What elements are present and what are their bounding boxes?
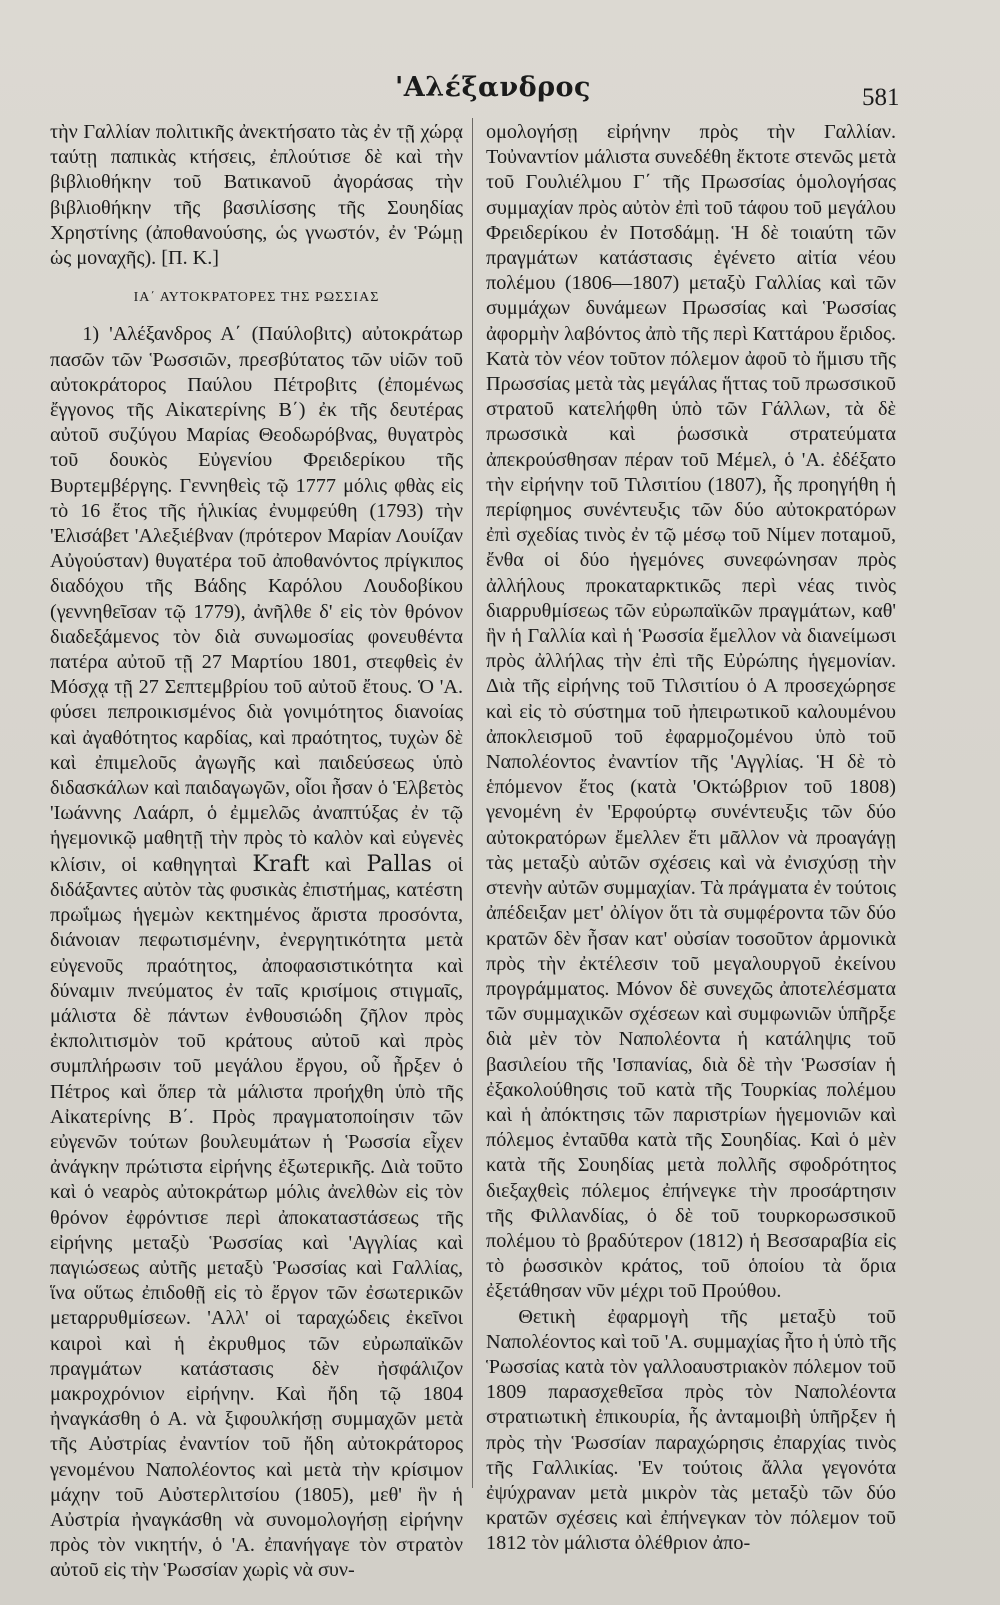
conjunction-text: καὶ xyxy=(324,853,351,876)
running-head xyxy=(0,66,1000,111)
paragraph-alexander-i xyxy=(50,322,463,1583)
paragraph-text-part1: 1) 'Αλέξανδρος Α΄ (Παύλοβιτς) αὐτοκράτωρ πασῶν τῶν Ῥωσσιῶν, πρεσβύτατος τῶν υἱῶν τοῦ αὐτοκράτορος Παύλου Πέτροβιτς (ἐπομένως ἔγγονος τῆς Αἰκατερίνης Β΄) ἐκ τῆς δευτέρας αὐτοῦ συζύγου Μαρίας Θεοδωρόβνας, θυγατρὸς τοῦ δουκὸς Εὐγενίου Φρειδερίκου τῆς Βυρτεμβέργης. Γεννηθεὶς τῷ 1777 μόλις φθὰς εἰς τὸ 16 ἔτος τῆς ἡλικίας ἐνυμφεύθη (1793) τὴν 'Ελισάβετ 'Αλεξιέβναν (πρότερον Μαρίαν Λουίζαν Αὐγούσταν) θυγατέρα τοῦ ἀποθανόντος πρίγκιπος διαδόχου τῆς Βάδης Καρόλου Λουδοβίκου (γεννηθεῖσαν τῷ 1779), ἀνῆλθε δ' εἰς τὸν θρόνον διαδεξάμενος τὸν διὰ συνωμοσίας φονευθέντα πατέρα αὐτοῦ τῇ 27 Μαρτίου 1801, στεφθεὶς ἐν Μόσχᾳ τῇ 27 Σεπτεμβρίου τοῦ αὐτοῦ ἔτους. Ὁ 'Α. φύσει πεπροικισμένος διὰ γονιμότητος διανοίας καὶ ἀγαθότητος καρδίας, καὶ πραότητος, τυχὼν δὲ καὶ ἐπιμελοῦς ἀγωγῆς καὶ παιδεύσεως ὑπὸ διδασκάλων καὶ παιδαγωγῶν, οἷοι ἦσαν ὁ Ἑλβετὸς 'Ιωάννης Λαάρπ, ὁ ἐμμελῶς ἀναπτύξας ἐν τῷ ἡγεμονικῷ μαθητῇ τὴν πρὸς τὸ καλὸν καὶ εὐγενὲς κλίσιν, οἱ καθηγηταὶ xyxy=(50,323,463,876)
section-heading: ΙΑ΄ ΑΥΤΟΚΡΑΤΟΡΕΣ ΤΗΣ ΡΩΣΣΙΑΣ xyxy=(133,290,380,306)
name-kraft: Kraft xyxy=(252,851,310,877)
right-column xyxy=(486,120,896,1557)
paragraph-continuation-right: ομολογήσῃ εἰρήνην πρὸς τὴν Γαλλίαν. Τοὐναντίον μάλιστα συνεδέθη ἔκτοτε στενῶς μετὰ τοῦ Γουλιέλμου Γ΄ τῆς Πρωσσίας ὁμολογήσας συμμαχίαν πρὸς αὐτὸν ἐπὶ τοῦ τάφου τοῦ μεγάλου Φρειδερίκου ἐν Ποτσδάμῃ. Ἡ δὲ τοιαύτη τῶν πραγμάτων κατάστασις ἐγένετο αἰτία νέου πολέμου (1806—1807) μεταξὺ Γαλλίας καὶ τῶν συμμάχων δυνάμεων Πρωσσίας καὶ Ῥωσσίας ἀφορμὴν λαβόντος ἀπὸ τῆς περὶ Καττάρου ἔριδος. Κατὰ τὸν νέον τοῦτον πόλεμον ἀφοῦ τὸ ἥμισυ τῆς Πρωσσίας μετὰ τὰς μεγάλας ἥττας τοῦ πρωσσικοῦ στρατοῦ κατελήφθη ὑπὸ τῶν Γάλλων, τὰ δὲ πρωσσικὰ καὶ ῥωσσικὰ στρατεύματα ἀπεκρούσθησαν πέραν τοῦ Μέμελ, ὁ 'Α. ἐδέξατο τὴν εἰρήνην τοῦ Τιλσιτίου (1807), ἧς προηγήθη ἡ περίφημος συνέντευξις τῶν δύο αὐτοκρατόρων ἐπὶ σχεδίας τινὸς ἐν τῷ μέσῳ τοῦ Νίμεν ποταμοῦ, ἔνθα οἱ δύο ἡγεμόνες συνεφώνησαν πρὸς ἀλλήλους προκαταρκτικῶς περὶ νέας τινὸς διαρρυθμίσεως τῶν εὐρωπαϊκῶν πραγμάτων, καθ' ἣν ἡ Γαλλία καὶ ἡ Ῥωσσία ἔμελλον νὰ διανείμωσι πρὸς ἀλλήλας τὴν ἐπὶ τῆς Εὐρώπης ἡγεμονίαν. Διὰ τῆς εἰρήνης τοῦ Τιλσιτίου ὁ Α προσεχώρησε καὶ εἰς τὸ σύστημα τοῦ ἠπειρωτικοῦ καλουμένου ἀποκλεισμοῦ τοῦ ἐφαρμοζομένου ὑπὸ τοῦ Ναπολέοντος ἐναντίον τῆς 'Αγγλίας. Ἡ δὲ τὸ ἑπόμενον ἔτος (κατὰ 'Οκτώβριον τοῦ 1808) γενομένη ἐν 'Ερφούρτῳ συνέντευξις τῶν δύο αὐτοκρατόρων ἔμελλεν ἔτι μᾶλλον νὰ προαγάγῃ τὰς μεταξὺ αὐτῶν σχέσεις καὶ νὰ ἐνισχύσῃ τὴν στενὴν αὐτῶν συμμαχίαν. Τὰ πράγματα ἐν τούτοις ἀπέδειξαν μετ' ὀλίγον ὅτι τὰ συμφέροντα τῶν δύο κρατῶν δὲν ἦσαν κατ' οὐσίαν τοσοῦτον ἁρμονικὰ πρὸς τὴν ἐκτέλεσιν τοῦ μεγαλουργοῦ ἐκείνου προγράμματος. Μόνον δὲ συνεχῶς ἀποτελέσματα τῶν συμμαχικῶν σχέσεων καὶ συμφωνιῶν ὑπῆρξε διὰ μὲν τὸν Ναπολέοντα ἡ κατάληψις τοῦ βασιλείου τῆς 'Ισπανίας, διὰ δὲ τὴν Ῥωσσίαν ἡ ἐξακολούθησις τοῦ κατὰ τῆς Τουρκίας πολέμου καὶ ἡ ἀπόκτησις τῶν παριστρίων ἡγεμονιῶν καὶ πόλεμος ἐνταῦθα κατὰ τῆς Σουηδίας. Καὶ ὁ μὲν κατὰ τῆς Σουηδίας μετὰ πολλῆς σφοδρότητος διεξαχθεὶς πόλεμος ἐπήνεγκε τὴν προσάρτησιν τῆς Φιλλανδίας, ὁ δὲ τοῦ τουρκορωσσικοῦ πολέμου τὸ βραδύτερον (1812) ἡ Βεσσαραβία εἰς τὸ ῥωσσικὸν κράτος, τοῦ ὁποίου τὰ ὅρια ἐξετάθησαν νῦν μέχρι τοῦ Προύθου. xyxy=(486,121,896,1303)
running-title: 'Αλέξανδρος xyxy=(395,72,591,103)
left-column xyxy=(50,120,463,1584)
name-pallas: Pallas xyxy=(366,851,432,877)
column-divider xyxy=(472,118,473,1488)
paragraph-napoleon-alliance: Θετικὴ ἐφαρμογὴ τῆς μεταξὺ τοῦ Ναπολέοντος καὶ τοῦ 'Α. συμμαχίας ἦτο ἡ ὑπὸ τῆς Ῥωσσίας κατὰ τὸν γαλλοαυστριακὸν πόλεμον τοῦ 1809 παρασχεθεῖσα πρὸς τὸν Ναπολέοντα στρατιωτικὴ ἐπικουρία, ἧς ἀνταμοιβὴ ὑπῆρξεν ἡ πρὸς τὴν Ῥωσσίαν παραχώρησις ἐπαρχίας τινὸς τῆς Γαλλικίας. 'Εν τούτοις ἄλλα γεγονότα ἐψύχραναν μετὰ μικρὸν τὰς μεταξὺ τῶν δύο κρατῶν σχέσεις καὶ ἐπήνεγκαν τὸν πόλεμον τοῦ 1812 τὸν μάλιστα ὀλέθριον ἀπο- xyxy=(486,1305,896,1555)
paragraph-text-part2: οἱ διδάξαντες αὐτὸν τὰς φυσικὰς ἐπιστήμας, κατέστη πρωΐμως ἡγεμὼν κεκτημένος ἄριστα προσόντα, διάνοιαν πεφωτισμένην, ἐνεργητικότητα μετὰ εὐγενοῦς πραότητος, ἀποφασιστικότητα καὶ δύναμιν πνεύματος ἐν ταῖς κρισίμοις στιγμαῖς, μάλιστα δὲ πάντων ἐνθουσιώδη ζῆλον πρὸς ἐκπολιτισμὸν τοῦ κράτους αὐτοῦ καὶ πρὸς συμπλήρωσιν τοῦ μεγάλου ἔργου, οὗ ἦρξεν ὁ Πέτρος καὶ ὅπερ τὰ μάλιστα προήχθη ὑπὸ τῆς Αἰκατερίνης Β΄. Πρὸς πραγματοποίησιν τῶν εὐγενῶν τούτων βουλευμάτων ἡ Ῥωσσία εἶχεν ἀνάγκην πρώτιστα εἰρήνης ἐξωτερικῆς. Διὰ τοῦτο καὶ ὁ νεαρὸς αὐτοκράτωρ μόλις ἀνελθὼν εἰς τὸν θρόνον ἐφρόντισε περὶ ἀποκαταστάσεως τῆς εἰρήνης μεταξὺ Ῥωσσίας καὶ 'Αγγλίας καὶ παγιώσεως αὐτῆς μεταξὺ Ῥωσσίας καὶ Γαλλίας, ἵνα οὕτως ἐπιδοθῇ εἰς τὸ ἔργον τῶν ἐσωτερικῶν μεταρρυθμίσεων. 'Αλλ' οἱ ταραχώδεις ἐκεῖνοι καιροὶ καὶ ἡ ἐκρυθμος τῶν εὐρωπαϊκῶν πραγμάτων κατάστασις δὲν ἠσφάλιζον μακροχρόνιον εἰρήνην. Καὶ ἤδη τῷ 1804 ἠναγκάσθη ὁ Α. νὰ ξιφουλκήσῃ συμμαχῶν μετὰ τῆς Αὐστρίας ἐναντίον τοῦ ἤδη αὐτοκράτορος γενομένου Ναπολέοντος καὶ μετὰ τὴν κρίσιμον μάχην τοῦ Αὐστερλιτσίου (1805), μεθ' ἣν ἡ Αὐστρία ἠναγκάσθη νὰ συνομολογήσῃ εἰρήνην πρὸς τὸν νικητήν, ὁ 'Α. ἐπανήγαγε τὸν στρατὸν αὐτοῦ εἰς τὴν Ῥωσσίαν χωρὶς νὰ συν- xyxy=(50,853,464,1582)
paragraph-continuation: τὴν Γαλλίαν πολιτικῆς ἀνεκτήσατο τὰς ἐν τῇ χώρᾳ ταύτῃ παπικὰς κτήσεις, ἐπλούτισε δὲ καὶ τὴν βιβλιοθήκην τοῦ Βατικανοῦ ἀγοράσας τὴν βιβλιοθήκην τῆς βασιλίσσης τῆς Σουηδίας Χρηστίνης (ἀποθανούσης, ὡς γνωστόν, ἐν Ῥώμῃ ὡς μοναχῆς). [Π. Κ.] xyxy=(50,121,463,270)
page-number: 581 xyxy=(862,84,900,111)
